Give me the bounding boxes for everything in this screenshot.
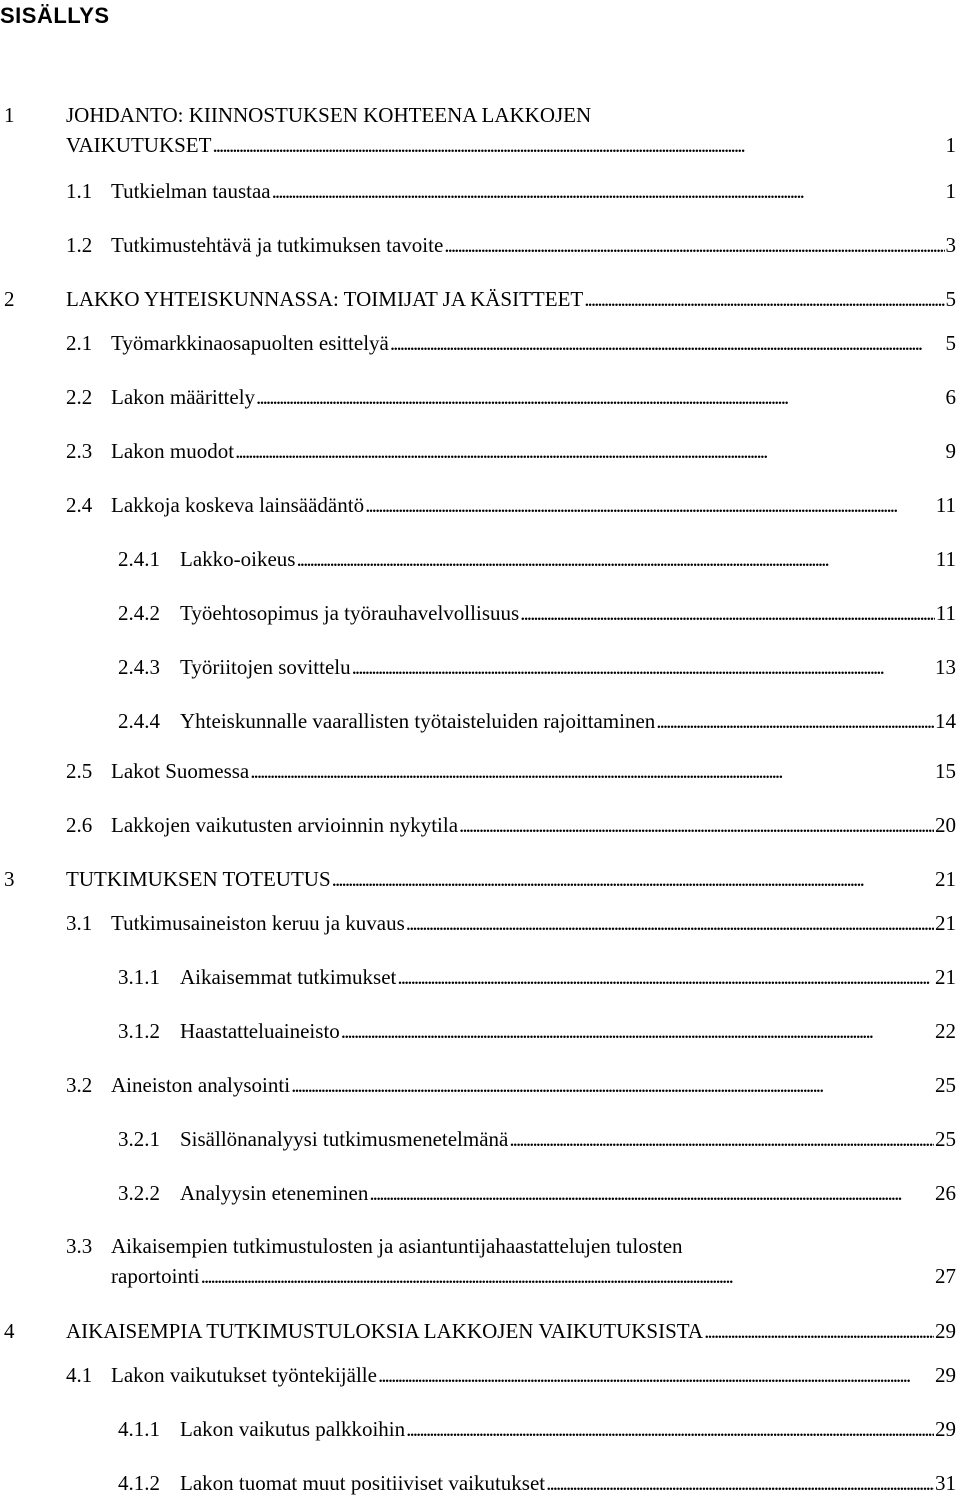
- toc-number: 2.2: [66, 385, 93, 409]
- toc-number: 3.1.2: [118, 1019, 160, 1043]
- toc-number: 3.2.1: [118, 1127, 160, 1151]
- toc-entry[interactable]: [4, 864, 956, 894]
- dot-leader: [444, 230, 944, 260]
- toc-number: 3: [4, 867, 15, 891]
- dot-leader: [296, 544, 934, 574]
- toc-title: LAKKO YHTEISKUNNASSA: TOIMIJAT JA KÄSITTEET: [66, 287, 584, 311]
- toc-page-number: 14: [935, 709, 956, 733]
- toc-number: 2.4.3: [118, 655, 160, 679]
- toc-page-number: 25: [935, 1073, 956, 1097]
- toc-entry[interactable]: [66, 1070, 956, 1100]
- dot-leader: [656, 706, 934, 736]
- toc-page-number: 5: [945, 287, 956, 311]
- toc-title: Haastatteluaineisto: [180, 1019, 340, 1043]
- toc-page-number: 1: [945, 179, 956, 203]
- toc-page-number: 3: [945, 233, 956, 257]
- page-title: SISÄLLYS: [0, 3, 110, 28]
- dot-leader: [406, 1414, 934, 1444]
- toc-entry[interactable]: [118, 1124, 956, 1154]
- dot-leader: [341, 1016, 934, 1046]
- toc-entry[interactable]: [66, 176, 956, 206]
- dot-leader: [509, 1124, 934, 1154]
- toc-number: 3.2: [66, 1073, 93, 1097]
- toc-title: Tutkimustehtävä ja tutkimuksen tavoite: [111, 233, 444, 257]
- toc-page-number: 29: [935, 1319, 956, 1343]
- dot-leader: [406, 908, 934, 938]
- toc-entry[interactable]: [4, 1316, 956, 1346]
- toc-title: Lakko-oikeus: [180, 547, 296, 571]
- dot-leader: [291, 1070, 934, 1100]
- toc-number: 2.4: [66, 493, 93, 517]
- toc-title: Lakon muodot: [111, 439, 235, 463]
- toc-entry[interactable]: [4, 100, 956, 160]
- toc-number: 3.3: [66, 1234, 93, 1258]
- toc-number: 2.6: [66, 813, 93, 837]
- toc-title: Työriitojen sovittelu: [180, 655, 351, 679]
- toc-entry[interactable]: [118, 1016, 956, 1046]
- toc-number: 2.3: [66, 439, 93, 463]
- toc-title: TUTKIMUKSEN TOTEUTUS: [66, 867, 331, 891]
- toc-number: 2.4.1: [118, 547, 160, 571]
- toc-entry[interactable]: [118, 706, 956, 736]
- toc-number: 4.1.1: [118, 1417, 160, 1441]
- toc-title: Lakkoja koskeva lainsäädäntö: [111, 493, 365, 517]
- toc-title: Työmarkkinaosapuolten esittelyä: [111, 331, 389, 355]
- dot-leader: [250, 756, 934, 786]
- dot-leader: [397, 962, 934, 992]
- dot-leader: [212, 130, 944, 160]
- toc-number: 3.1.1: [118, 965, 160, 989]
- toc-page-number: 22: [935, 1019, 956, 1043]
- toc-page-number: 29: [935, 1417, 956, 1441]
- toc-number: 2.4.4: [118, 709, 160, 733]
- toc-entry[interactable]: [118, 1414, 956, 1444]
- dot-leader: [369, 1178, 934, 1208]
- toc-entry[interactable]: [4, 284, 956, 314]
- toc-title: Tutkielman taustaa: [111, 179, 271, 203]
- toc-number: 1: [4, 103, 15, 127]
- dot-leader: [520, 598, 935, 628]
- toc-number: 3.1: [66, 911, 93, 935]
- toc-title: Lakon tuomat muut positiiviset vaikutukset: [180, 1471, 546, 1495]
- toc-number: 4.1.2: [118, 1471, 160, 1495]
- toc-entry[interactable]: [66, 756, 956, 786]
- toc-title: Sisällönanalyysi tutkimusmenetelmänä: [180, 1127, 509, 1151]
- toc-page-number: 11: [935, 493, 956, 517]
- toc-page-number: 25: [935, 1127, 956, 1151]
- toc-title: Lakon vaikutus palkkoihin: [180, 1417, 406, 1441]
- toc-title: Aikaisemmat tutkimukset: [180, 965, 397, 989]
- toc-title: Yhteiskunnalle vaarallisten työtaisteluiden rajoittaminen: [180, 709, 656, 733]
- toc-number: 4.1: [66, 1363, 93, 1387]
- toc-entry[interactable]: [66, 230, 956, 260]
- toc-title: raportointi: [111, 1264, 200, 1288]
- toc-number: 2.1: [66, 331, 93, 355]
- toc-page-number: 20: [935, 813, 956, 837]
- toc-page-number: 9: [945, 439, 956, 463]
- toc-page-number: 13: [935, 655, 956, 679]
- toc-title: Lakon määrittely: [111, 385, 256, 409]
- toc-entry[interactable]: [118, 652, 956, 682]
- toc-entry[interactable]: [118, 598, 956, 628]
- toc-entry[interactable]: [66, 1231, 956, 1291]
- toc-entry[interactable]: [66, 810, 956, 840]
- toc-entry[interactable]: [118, 1178, 956, 1208]
- toc-page-number: 6: [945, 385, 956, 409]
- toc-title: Tutkimusaineiston keruu ja kuvaus: [111, 911, 405, 935]
- dot-leader: [201, 1261, 934, 1291]
- toc-page-number: 21: [935, 965, 956, 989]
- dot-leader: [332, 864, 934, 894]
- toc-entry[interactable]: [118, 962, 956, 992]
- toc-page-number: 1: [945, 133, 956, 157]
- toc-title-line: JOHDANTO: KIINNOSTUKSEN KOHTEENA LAKKOJEN: [66, 103, 592, 127]
- toc-entry[interactable]: [66, 436, 956, 466]
- toc-entry[interactable]: [66, 490, 956, 520]
- toc-page-number: 27: [935, 1264, 956, 1288]
- toc-title: Lakot Suomessa: [111, 759, 250, 783]
- dot-leader: [365, 490, 935, 520]
- toc-number: 2.5: [66, 759, 93, 783]
- dot-leader: [352, 652, 934, 682]
- toc-number: 1.1: [66, 179, 93, 203]
- toc-number: 4: [4, 1319, 15, 1343]
- toc-title: Lakkojen vaikutusten arvioinnin nykytila: [111, 813, 459, 837]
- toc-page-number: 29: [935, 1363, 956, 1387]
- dot-leader: [378, 1360, 934, 1390]
- toc-number: 2: [4, 287, 15, 311]
- toc-page-number: 5: [945, 331, 956, 355]
- toc-number: 3.2.2: [118, 1181, 160, 1205]
- toc-page-number: 21: [935, 911, 956, 935]
- toc-title: Työehtosopimus ja työrauhavelvollisuus: [180, 601, 520, 625]
- toc-entry[interactable]: [66, 908, 956, 938]
- toc-number: 1.2: [66, 233, 93, 257]
- toc-entry[interactable]: [66, 328, 956, 358]
- toc-page-number: 15: [935, 759, 956, 783]
- toc-page-number: 21: [935, 867, 956, 891]
- dot-leader: [584, 284, 944, 314]
- toc-title: Analyysin eteneminen: [180, 1181, 369, 1205]
- dot-leader: [704, 1316, 934, 1346]
- toc-entry[interactable]: [66, 382, 956, 412]
- dot-leader: [256, 382, 944, 412]
- dot-leader: [459, 810, 934, 840]
- dot-leader: [546, 1468, 934, 1498]
- toc-number: 2.4.2: [118, 601, 160, 625]
- dot-leader: [235, 436, 944, 466]
- toc-title: AIKAISEMPIA TUTKIMUSTULOKSIA LAKKOJEN VAIKUTUKSISTA: [66, 1319, 704, 1343]
- toc-page-number: 11: [935, 601, 956, 625]
- toc-title-line: Aikaisempien tutkimustulosten ja asiantuntijahaastattelujen tulosten: [111, 1234, 683, 1258]
- dot-leader: [272, 176, 945, 206]
- toc-title: VAIKUTUKSET: [66, 133, 212, 157]
- toc-entry[interactable]: [66, 1360, 956, 1390]
- dot-leader: [390, 328, 945, 358]
- toc-entry[interactable]: [118, 544, 956, 574]
- toc-page-number: 31: [935, 1471, 956, 1495]
- toc-page-number: 26: [935, 1181, 956, 1205]
- toc-title: Aineiston analysointi: [111, 1073, 291, 1097]
- toc-entry[interactable]: [118, 1468, 956, 1498]
- toc-title: Lakon vaikutukset työntekijälle: [111, 1363, 377, 1387]
- toc-page-number: 11: [935, 547, 956, 571]
